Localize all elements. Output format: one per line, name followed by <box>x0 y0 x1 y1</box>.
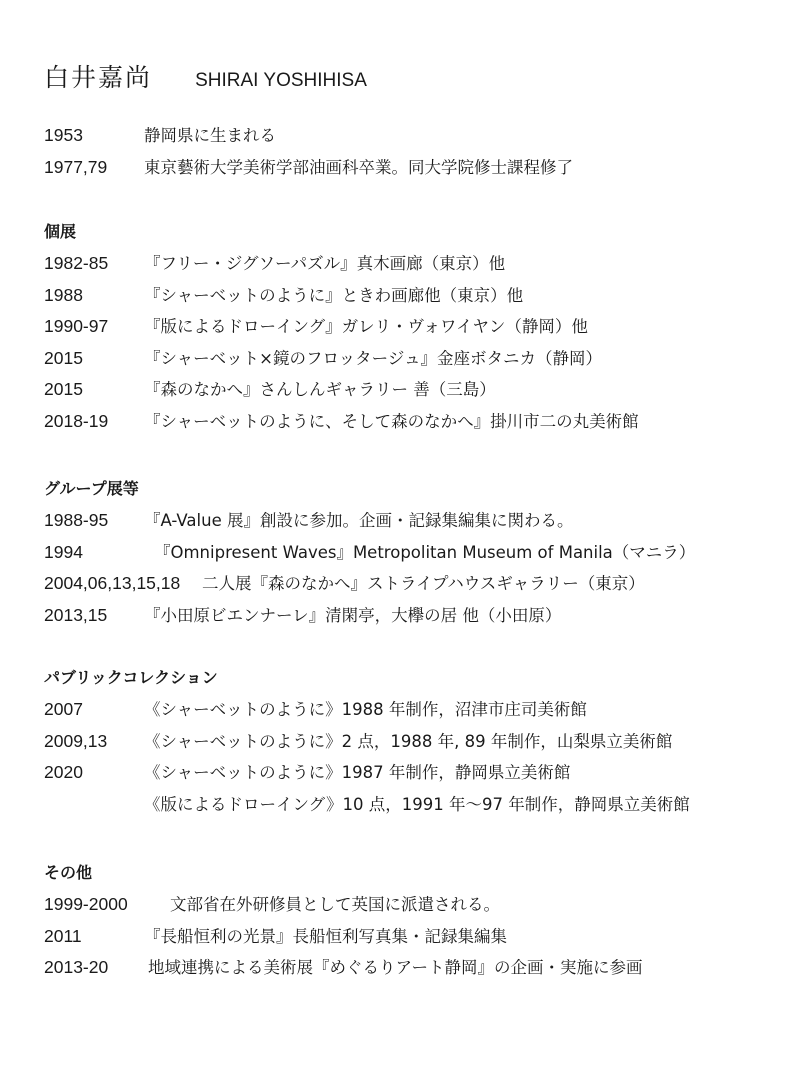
other-text: 『長船恒利の光景』長船恒利写真集・記録集編集 <box>144 926 507 946</box>
solo-year: 2015 <box>44 379 83 399</box>
collection-year: 2007 <box>44 699 83 719</box>
other-row <box>44 889 784 921</box>
collection-text: 《シャーベットのように》1988 年制作，沼津市庄司美術館 <box>144 700 587 719</box>
group-year: 1988-95 <box>44 510 109 530</box>
group-text: 『小田原ビエンナーレ』清閑亭，大欅の居 他（小田原） <box>144 605 562 625</box>
other-row <box>44 921 784 953</box>
group-row <box>44 505 784 537</box>
solo-row <box>44 311 784 343</box>
solo-row <box>44 343 784 375</box>
other-text: 地域連携による美術展『めぐるりアート静岡』の企画・実施に参画 <box>148 958 643 977</box>
artist-name-english: SHIRAI YOSHIHISA <box>195 70 367 91</box>
group-row <box>44 600 784 632</box>
bio-section <box>44 120 784 183</box>
collection-text: 《シャーベットのように》1987 年制作，静岡県立美術館 <box>144 763 571 782</box>
collection-text: 《版によるドローイング》10 点，1991 年～97 年制作，静岡県立美術館 <box>144 794 690 814</box>
collection-row <box>44 757 784 789</box>
other-heading: その他 <box>44 863 93 882</box>
page-title <box>44 58 367 92</box>
bio-year: 1977,79 <box>44 156 108 177</box>
bio-text: 静岡県に生まれる <box>144 126 276 145</box>
other-text: 文部省在外研修員として英国に派遣される。 <box>170 895 500 914</box>
solo-text: 『森のなかへ』さんしんギャラリー 善（三島） <box>144 380 496 399</box>
solo-text: 『シャーベットのように』ときわ画廊他（東京）他 <box>144 285 524 305</box>
solo-year: 2018-19 <box>44 410 109 431</box>
group-exhibitions-section <box>44 473 784 631</box>
group-year: 2004,06,13,15,18 <box>44 573 181 593</box>
bio-row <box>44 152 784 184</box>
group-text: 『Omnipresent Waves』Metropolitan Museum of Manila（マニラ） <box>154 542 696 562</box>
public-collection-section <box>44 662 784 820</box>
group-text: 『A-Value 展』創設に参加。企画・記録集編集に関わる。 <box>144 511 574 530</box>
collection-row <box>44 726 784 758</box>
group-text: 二人展『森のなかへ』ストライプハウスギャラリー（東京） <box>202 574 645 593</box>
bio-text: 東京藝術大学美術学部油画科卒業。同大学院修士課程修了 <box>144 157 573 177</box>
bio-row <box>44 120 784 152</box>
collection-text: 《シャーベットのように》2 点，1988 年, 89 年制作，山梨県立美術館 <box>144 731 673 751</box>
solo-heading: 個展 <box>44 222 77 241</box>
collection-year: 2009,13 <box>44 730 108 751</box>
solo-row <box>44 374 784 406</box>
collection-row <box>44 789 784 821</box>
collection-row <box>44 694 784 726</box>
artist-name-japanese: 白井嘉尚 <box>44 63 153 92</box>
other-row <box>44 952 784 984</box>
other-year: 2011 <box>44 925 82 946</box>
group-row <box>44 537 784 569</box>
other-year: 1999-2000 <box>44 894 128 914</box>
bio-year: 1953 <box>44 125 83 145</box>
solo-year: 1982-85 <box>44 253 109 273</box>
solo-row <box>44 406 784 438</box>
solo-text: 『版によるドローイング』ガレリ・ヴォワイヤン（静岡）他 <box>144 317 588 336</box>
solo-row <box>44 280 784 312</box>
group-row <box>44 568 784 600</box>
solo-year: 1990-97 <box>44 316 109 336</box>
solo-year: 1988 <box>44 284 83 305</box>
group-year: 2013,15 <box>44 604 108 625</box>
solo-text: 『シャーベット×鏡のフロッタージュ』金座ボタニカ（静岡） <box>144 348 603 368</box>
solo-row <box>44 248 784 280</box>
group-year: 1994 <box>44 541 83 562</box>
solo-text: 『シャーベットのように、そして森のなかへ』掛川市二の丸美術館 <box>144 411 639 431</box>
solo-text: 『フリー・ジグソーパズル』真木画廊（東京）他 <box>144 254 506 273</box>
other-section <box>44 857 784 984</box>
solo-year: 2015 <box>44 347 83 368</box>
collection-year: 2020 <box>44 762 83 782</box>
other-year: 2013-20 <box>44 957 109 977</box>
solo-exhibitions-section <box>44 216 784 437</box>
group-heading: グループ展等 <box>44 479 139 498</box>
collection-heading: パブリックコレクション <box>44 668 218 687</box>
